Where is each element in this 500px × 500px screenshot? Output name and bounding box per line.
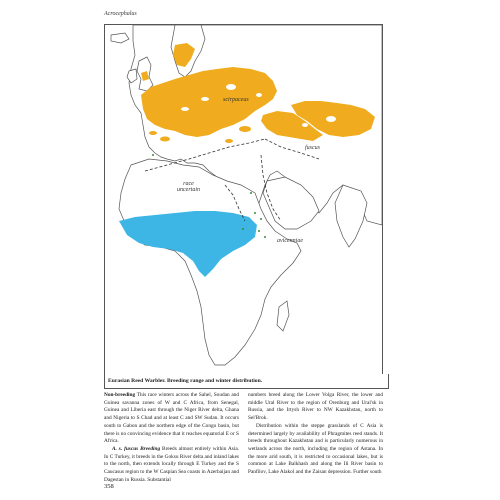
right-column [248, 392, 383, 484]
iceland-land [111, 33, 129, 43]
paragraph-text: Distribution within the steppe grasslands of C Asia is determined largely by availability of Phragmites reed stands. It breeds throughout Kazakhstan and is particularly numerous in wetlands across the north, including the region of Astana. In the more arid south, it is restricted to occasional lakes, but is common at Lake Balkhash and along the Ili River basin to Panfilov, Lake Alakol and the Zaisan depression. Further south [248, 422, 383, 476]
map-caption [104, 374, 389, 389]
label-avicenniae: avicenniae [277, 238, 303, 244]
label-scirpaceus: scirpaceus [223, 97, 249, 103]
paragraph [248, 423, 383, 477]
running-head: Acrocephalus [104, 11, 137, 17]
paragraph-lead: Non-breeding [104, 392, 136, 398]
paragraph-text: numbers breed along the Lower Volga River, the lower and middle Ural River to the region of Orenburg and Ural'sk in Russia, and the Irtysh River to NW Kazakhstan, north to Sel'Brok. [248, 392, 383, 422]
body-text [104, 392, 383, 484]
paragraph [104, 392, 239, 446]
paragraph-lead: A. s. fuscus Breeding [112, 445, 161, 452]
page-number: 358 [104, 483, 114, 490]
distribution-map [104, 24, 383, 376]
madagascar-land [277, 301, 289, 331]
left-column [104, 392, 239, 484]
caption-text: Eurasian Reed Warbler. Breeding range and winter distribution. [108, 378, 263, 384]
paragraph [248, 392, 383, 423]
paragraph-text: This race winters across the Sahel, Soudan and Guinea savanna zones of W and C Africa, from Senegal, Guinea and Liberia east through the Niger River delta, Ghana and Nigeria to S Chad and at least C and SW Sudan. It occurs south to Gabon and the northern edge of the Congo basin, but there is no convincing evidence that it reaches equatorial E or S Africa. [104, 392, 239, 445]
paragraph-text: Breeds almost entirely within Asia. In C Turkey, it breeds in the Goksu River delta and inland lakes to the north, then extends locally through E Turkey and the S Caucasus region to the W Caspian Sea coasts in Azerbaijan and Dagestan in Russia. Substantial [104, 445, 239, 483]
paragraph [104, 446, 239, 485]
india-land [335, 185, 367, 247]
map-canvas [105, 25, 382, 375]
label-fuscus: fuscus [305, 145, 320, 151]
label-race-uncertain: race uncertain [177, 181, 200, 193]
